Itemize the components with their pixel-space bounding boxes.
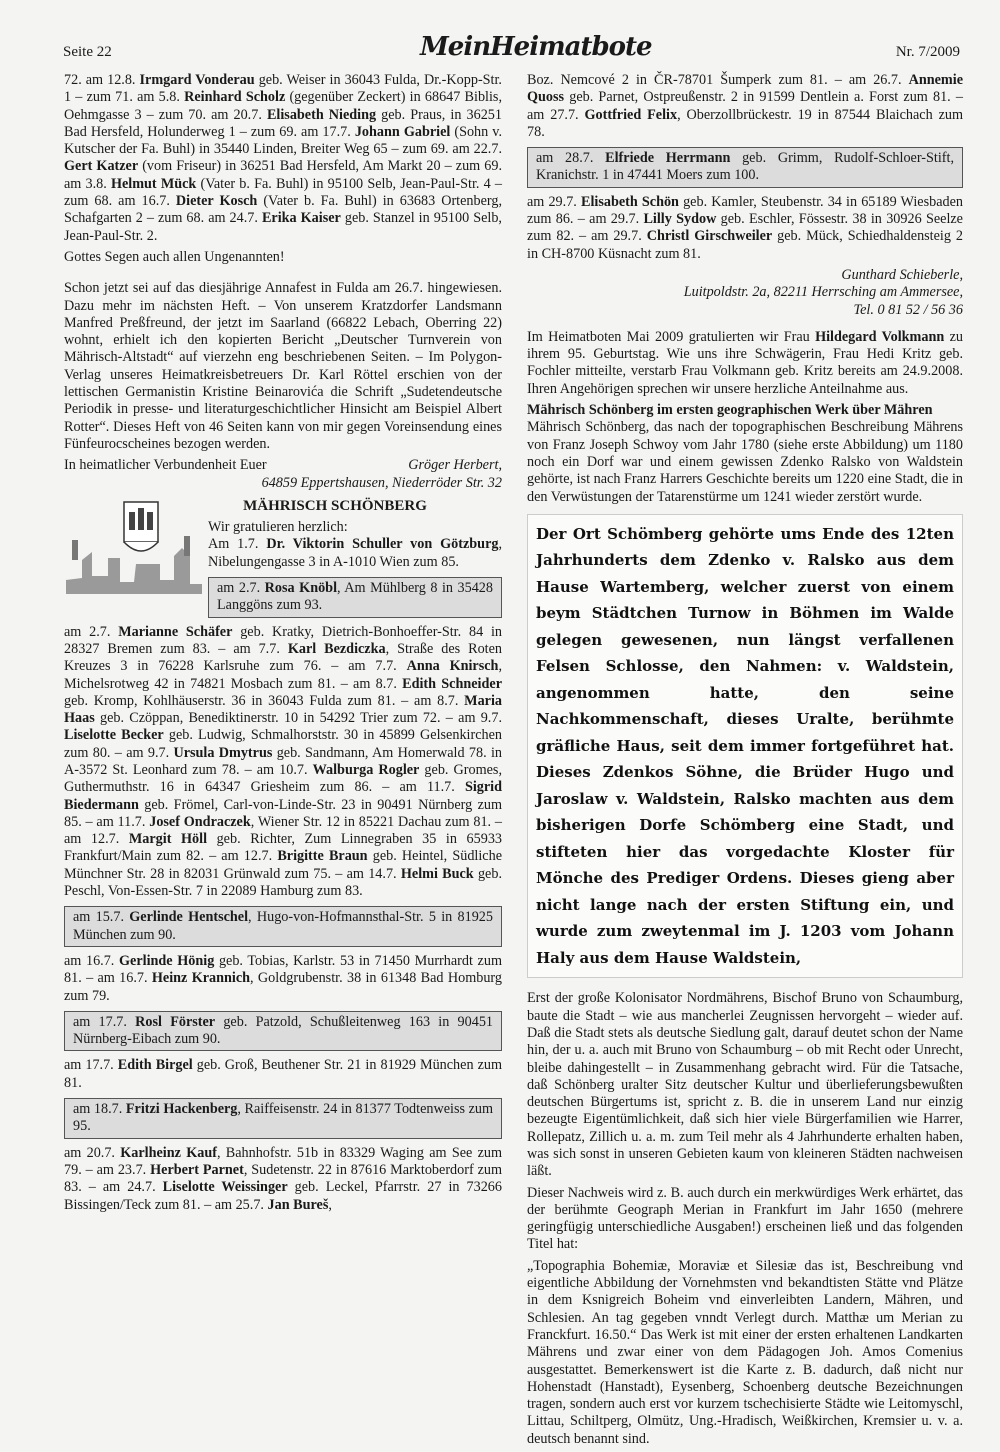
text-run: am 17.7. [64, 1057, 118, 1074]
person-name: Helmi Buck [400, 865, 474, 882]
text-run: , Nibelungengasse 3 in A-1010 Wien zum 85. [208, 536, 503, 570]
text-run: am 17.7. [73, 1013, 136, 1030]
signature-2-address: Luitpoldstr. 2a, 82211 Herrsching am Ammersee, [683, 284, 963, 301]
text-run: , Straße des Roten Kreuzes 3 in 76228 Karlsruhe zum 76. – am 7.7. [64, 640, 502, 675]
person-name: Helmut Mück [110, 175, 197, 192]
highlight-box-1 [208, 577, 502, 618]
left-paragraph-4 [64, 624, 502, 901]
text-run: geb. Czöppan, Benediktinerstr. 10 in 54292 Trier zum 72. – am 9.7. [94, 710, 502, 727]
person-name: Johann Gabriel [354, 123, 451, 140]
text-run: geb. Groß, Beuthener Str. 21 in 81929 München zum 81. [64, 1057, 502, 1091]
person-name: Dr. Viktorin Schuller von Götzburg [266, 536, 499, 553]
right-paragraph-6: Dieser Nachweis wird z. B. auch durch ein merkwürdiges Werk erhärtet, das der berühmte Geograph Merian in Frankfurt im Jahr 1650 (mehrere geringfügig unterschiedliche Ausgaben!) erscheinen ließ und das folgenden Titel hat: [527, 1184, 963, 1253]
congrats-intro: Wir gratulieren herzlich: [208, 519, 348, 536]
person-name: Karlheinz Kauf [120, 1144, 217, 1161]
person-name: Gerlinde Hönig [119, 952, 215, 969]
person-name: Erika Kaiser [261, 210, 341, 227]
person-name: Ursula Dmytrus [173, 744, 273, 761]
person-name: Rosa Knöbl [264, 580, 338, 597]
person-name: Maria Haas [64, 692, 502, 727]
text-run: geb. Patzold, Schußleitenweg 163 in 90451 Nürnberg-Eibach zum 90. [73, 1013, 494, 1048]
text-run: am 2.7. [217, 580, 265, 597]
text-run: , [328, 1196, 332, 1213]
left-paragraph-3 [208, 536, 502, 571]
text-run: , Bahnhofstr. 51b in 83329 Waging am See zum 79. – am 23.7. [64, 1144, 502, 1178]
left-paragraph-7 [64, 1145, 502, 1214]
person-name: Gert Katzer [64, 158, 139, 175]
issue-number: Nr. 7/2009 [895, 44, 960, 60]
text-run: , Michelsrotweg 42 in 74821 Mosbach zum 81. – am 8.7. [64, 658, 502, 692]
highlight-box-3 [64, 1011, 502, 1052]
person-name: Josef Ondraczek [149, 813, 251, 830]
person-name: Christl Girschweiler [646, 228, 773, 245]
text-run: (gegenüber Zeckert) in 68647 Biblis, Oehmgasse 3 – zum 70. am 20.7. [64, 89, 502, 123]
left-paragraph-2: Schon jetzt sei auf das diesjährige Annafest in Fulda am 26.7. hingewiesen. Dazu mehr im nächsten Heft. – Von unserem Kratzdorfer Landsmann Manfred Preßfreund, der jetzt im Saarland (66822 Lebach, Oberring 22) wohnt, erhielt ich den kopierten Bericht „Deutscher Turnverein von Mährisch-Altstadt“ auf vierzehn eng beschriebenen Seiten. – Im Polygon-Verlag unseres Heimatkreisbetreuers Dr. Karl Röttel erschien von der lettischen Germanistin Kristine Beinarovića die Schrift „Sudetendeutsche Periodik in presse- und literaturgeschichtlicher Hinsicht am Beispiel Albert Rotter“. Dieses Heft von 46 Seiten kann von mir gegen Voreinsendung eines Fünfeurocscheines bezogen werden. [64, 280, 502, 452]
person-name: Annemie Quoss [527, 72, 963, 106]
text-run: , Goldgrubenstr. 38 in 61348 Bad Homburg zum 79. [64, 970, 502, 1004]
text-run: am 28.7. [536, 150, 606, 167]
right-paragraph-5: Erst der große Kolonisator Nordmährens, Bischof Bruno von Schaumburg, baute die Stadt – wie aus mancherlei Zeugnissen hervorgeht – wieder auf. Daß die Stadt stets als deutsche Siedlung galt, darauf deutet schon der Name hin, der u. a. auch mit Bruno von Schaumburg – ob mit Recht oder Unrecht, bleibe dahingestellt – in Zusammenhang gebracht wird. Für die Tatsache, daß Schönberg uralter Sitz deutscher Kultur und überlieferungsbewußten deutschen Bürgertums ist, spricht z. B. die in unserem Land nur einzig bezeugte Eigentümlichkeit, daß sich hier viele Bürgerfamilien wie Harrer, Rollepatz, Zillich u. a. m. zum Teil mehr als 4 Jahrhunderte erhalten haben, was sich sonst in unseren Gebieten kaum von kleineren Städten nachweisen läßt. [527, 990, 963, 1180]
text-run: geb. Grimm, Rudolf-Schloer-Stift, Kranichstr. 1 in 47441 Moers zum 100. [536, 150, 954, 184]
person-name: Herbert Parnet [150, 1161, 244, 1178]
text-run: geb. Gromes, Guthermuthstr. 16 in 64347 Griesheim zum 86. – am 11.7. [64, 761, 502, 796]
text-run: am 29.7. [527, 193, 581, 210]
person-name: Reinhard Scholz [184, 89, 286, 106]
text-run: am 20.7. [64, 1144, 121, 1161]
blessing-line: Gottes Segen auch allen Ungenannten! [64, 248, 285, 265]
text-run: geb. Peschl, Von-Essen-Str. 7 in 22089 Hamburg zum 83. [64, 865, 502, 900]
text-run: , Oberzollbrückestr. 19 in 87544 Blaichach zum 78. [527, 106, 963, 140]
person-name: Liselotte Becker [64, 727, 164, 744]
person-name: Marianne Schäfer [118, 623, 233, 640]
left-paragraph-5 [64, 953, 502, 1005]
person-name: Jan Bureš [267, 1196, 329, 1213]
text-run: , Raiffeisenstr. 24 in 81377 Todtenweiss zum 95. [73, 1101, 493, 1135]
text-run: geb. Parnet, Ostpreußenstr. 2 in 91599 Dentlein a. Forst zum 81. – am 27.7. [527, 89, 963, 123]
text-run: geb. Kamler, Steubenstr. 34 in 65189 Wiesbaden zum 86. – am 29.7. [527, 193, 963, 228]
person-name: Irmgard Vonderau [139, 72, 255, 88]
left-column [64, 72, 502, 1218]
right-paragraph-4: Mährisch Schönberg, das nach der topographischen Beschreibung Mährens von Franz Joseph Schwoy vom Jahr 1780 (siehe erste Abbildung) um 1180 noch ein Dorf war und einem gewissen Zdenko Ralsko von Waldstein gehörte, ist nach Franz Harrers Geschichte bereits um 1220 eine Stadt, die in den Verwüstungen der Tatarenstürme um 1241 wieder zerstört wurde. [527, 419, 963, 505]
person-name: Anna Knirsch [406, 658, 499, 675]
person-name: Brigitte Braun [277, 848, 368, 865]
text-run: geb. Tobias, Karlstr. 53 in 71450 Murrhardt zum 81. – am 16.7. [64, 952, 502, 987]
person-name: Sigrid Biedermann [64, 779, 502, 813]
person-name: Elisabeth Nieding [266, 106, 377, 123]
text-run: geb. Kratky, Dietrich-Bonhoeffer-Str. 84 in 28327 Bremen zum 83. – am 7.7. [64, 623, 502, 657]
person-name: Margit Höll [128, 831, 208, 848]
right-column [527, 72, 963, 1452]
text-run: geb. Praus, in 36251 Bad Hersfeld, Holunderweg 1 – zum 69. am 17.7. [64, 106, 502, 140]
text-run: (Vater b. Fa. Buhl) in 63683 Ortenberg, Schafgarten 2 – zum 68. am 24.7. [64, 193, 503, 227]
highlight-box-2 [64, 906, 502, 947]
closing-row [64, 457, 502, 474]
person-name: Heinz Krannich [151, 970, 251, 987]
text-run: geb. Sandmann, Am Homerwald 78. in A-3572 St. Leonhard zum 78. – am 10.7. [64, 744, 502, 778]
text-run: geb. Richter, Zum Linnegraben 35 in 65933 Frankfurt/Main zum 82. – am 12.7. [64, 831, 503, 865]
text-run: Boz. Nemcové 2 in ČR-78701 Šumperk zum 81. – am 26.7. [527, 72, 909, 88]
text-run: Im Heimatboten Mai 2009 gratulierten wir Frau [527, 328, 816, 345]
person-name: Gerlinde Hentschel [129, 909, 249, 926]
page-number: Seite 22 [63, 44, 112, 60]
text-run: am 16.7. [64, 952, 119, 969]
person-name: Walburga Rogler [312, 761, 420, 778]
text-run: geb. Weiser in 36043 Fulda, Dr.-Kopp-Str. 1 – zum 71. am 5.8. [64, 72, 502, 106]
schoenberg-section [64, 497, 503, 624]
person-name: Edith Schneider [402, 675, 502, 692]
text-run: am 2.7. [64, 623, 119, 640]
person-name: Liselotte Weissinger [162, 1179, 288, 1196]
left-paragraph-6 [64, 1057, 502, 1092]
right-paragraph-7: „Topographia Bohemiæ, Moraviæ et Silesiæ das ist, Beschreibung vnd eigentliche Abbildung der Vornehmsten vnd bekandtisten Stätte vnd Plätze in dem Ksnigreich Boheim vnd einverleibten Landern, Mähren, und Schlesien. An tag gegeben vnndt Verlegt durch. Matthæ um Merian zu Franckfurt. 16.50.“ Das Werk ist mit einer der ersten erhaltenen Landkarten Mährens und zwar einer von dem Pädagogen Joh. Amos Comenius ausgestattet. Bemerkenswert ist die Karte z. B. dadurch, daß nicht nur Hohenstadt (Hanstadt), Eysenberg, Schoenberg deutsche Bezeichnungen tragen, sondern auch erst vor kurzem tschechisierte Städte wie Leitomyschl, Littau, Schiltperg, Olmütz, Ung.-Hradisch, Weißkirchen, Kremsier u. v. a. deutsch benannt sind. [527, 1257, 963, 1447]
right-paragraph-3 [527, 329, 963, 398]
text-run: geb. Leckel, Pfarrstr. 27 in 73266 Bissingen/Teck zum 81. – am 25.7. [64, 1179, 502, 1213]
masthead-logo: MeinHeimatbote [420, 32, 652, 62]
person-name: Rosl Förster [135, 1013, 216, 1030]
text-run: , Sudetenstr. 22 in 87616 Marktoberdorf zum 83. – am 24.7. [64, 1161, 502, 1196]
text-run: (vom Friseur) in 36251 Bad Hersfeld, Am Markt 20 – zum 69. am 3.8. [64, 158, 502, 192]
signature-address: 64859 Eppertshausen, Niederröder Str. 32 [261, 474, 502, 491]
person-name: Hildegard Volkmann [815, 328, 945, 345]
text-run: (Vater b. Fa. Buhl) in 95100 Selb, Jean-Paul-Str. 4 – zum 68. am 16.7. [64, 175, 502, 210]
text-run: , Am Mühlberg 8 in 35428 Langgöns zum 93. [217, 580, 493, 614]
text-run: geb. Heintel, Südliche Münchner Str. 28 in 82031 Grünwald zum 75. – am 14.7. [64, 848, 502, 882]
article-heading: Mährisch Schönberg im ersten geographischen Werk über Mähren [527, 402, 933, 419]
text-run: zu ihrem 95. Geburtstag. Wie uns ihre Schwägerin, Frau Hedi Kritz geb. Fochler mitteilte, verstarb Frau Volkmann geb. Kritz bereits am 24.9.2008. Ihren Angehörigen sprechen wir unsere herzliche Anteilnahme aus. [527, 328, 963, 397]
right-paragraph-1 [527, 72, 963, 141]
person-name: Karl Bezdiczka [287, 640, 386, 657]
highlight-box-5 [527, 147, 963, 188]
fraktur-quote-image: Der Ort Schömberg gehörte ums Ende des 12ten Jahrhunderts dem Zdenko v. Ralsko aus dem Hause Wartemberg, welcher zuerst von einem beym Städtchen Turnow in Böhmen im Walde gelegen gewesenen, nun längst verfallenen Felsen Schlosse, den Nahmen: v. Waldstein, angenommen hatte, den seine Nachkommenschaft, dieses Uralte, berühmte gräfliche Haus, seit dem immer fortgeführet hat. Dieses Zdenkos Söhne, die Brüder Hugo und Jaroslaw v. Waldstein, Ralsko machten aus dem bisherigen Dorfe Schömberg eine Stadt, und stifteten hier das vorgedachte Kloster für Mönche des Prediger Ordens. Dieses gieng aber nicht lange nach der ersten Stiftung ein, und wurde zum zweytenmal im J. 1203 vom Johann Haly aus dem Hause Waldstein, [527, 514, 963, 979]
signature-2-phone: Tel. 0 81 52 / 56 36 [853, 301, 963, 318]
person-name: Lilly Sydow [643, 211, 717, 228]
left-paragraph-1 [64, 72, 502, 245]
text-run: geb. Kromp, Kohlhäuserstr. 36 in 36043 Fulda zum 81. – am 8.7. [64, 692, 465, 709]
text-run: 72. am 12.8. [64, 72, 140, 88]
text-run: Am 1.7. [208, 536, 267, 553]
text-run: geb. Frömel, Carl-von-Linde-Str. 23 in 90491 Nürnberg zum 85. – am 11.7. [64, 796, 502, 830]
person-name: Elfriede Herrmann [605, 150, 731, 167]
text-run: geb. Ludwig, Schmalhorststr. 30 in 45899 Gelsenkirchen zum 80. – am 9.7. [64, 727, 502, 761]
right-paragraph-2 [527, 194, 963, 263]
section-title: MÄHRISCH SCHÖNBERG [243, 497, 427, 514]
person-name: Elisabeth Schön [580, 193, 679, 210]
text-run: geb. Stanzel in 95100 Selb, Jean-Paul-Str. 2. [64, 210, 502, 244]
text-run: am 18.7. [73, 1101, 126, 1118]
text-run: , Wiener Str. 12 in 85221 Dachau zum 81. – am 12.7. [64, 813, 502, 848]
highlight-box-4 [64, 1098, 502, 1139]
signature-2-name: Gunthard Schieberle, [841, 266, 963, 283]
text-run: (Sohn v. Kutscher der Fa. Buhl) in 35440 Linden, Breiter Weg 65 – zum 69. am 22.7. [64, 123, 502, 158]
closing-text: In heimatlicher Verbundenheit Euer [64, 457, 267, 474]
signature-name: Gröger Herbert, [408, 457, 502, 474]
text-run: am 15.7. [73, 909, 130, 926]
text-run: geb. Eschler, Fössestr. 38 in 30926 Seelze zum 82. – am 29.7. [527, 211, 963, 245]
person-name: Fritzi Hackenberg [125, 1101, 238, 1118]
person-name: Edith Birgel [117, 1057, 193, 1074]
person-name: Gottfried Felix [584, 106, 678, 123]
person-name: Dieter Kosch [175, 193, 258, 210]
text-run: geb. Mück, Schiedhaldensteig 2 in CH-8700 Küsnacht zum 81. [527, 228, 963, 262]
text-run: , Hugo-von-Hofmannsthal-Str. 5 in 81925 München zum 90. [73, 909, 493, 943]
